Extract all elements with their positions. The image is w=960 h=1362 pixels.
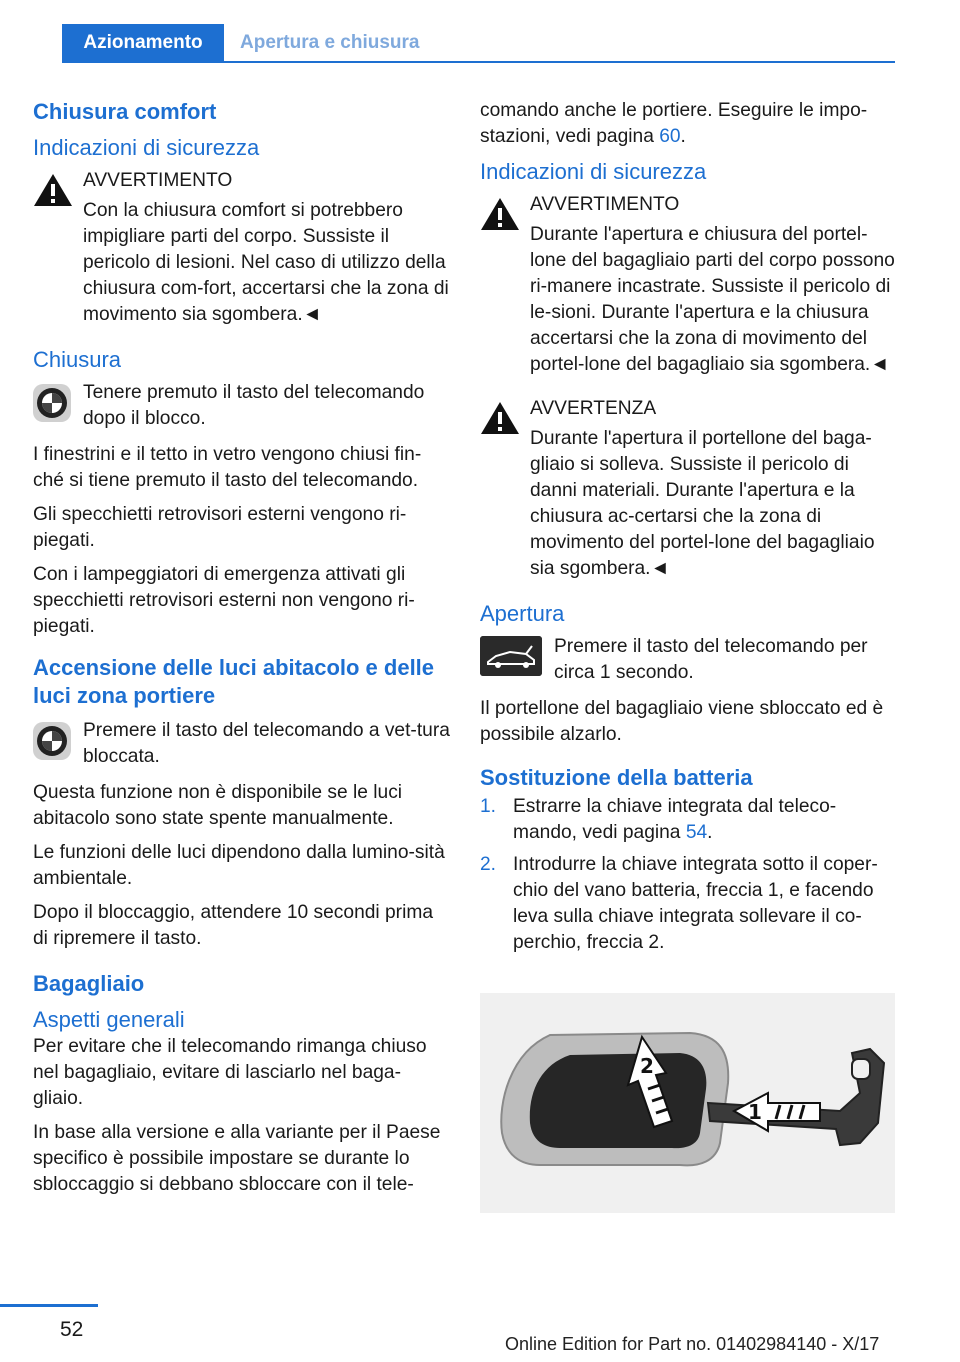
left-column xyxy=(33,98,451,1206)
steps-list xyxy=(480,794,900,956)
list-item xyxy=(480,852,900,956)
step-number: 1. xyxy=(480,796,497,817)
paragraph: In base alla versione e alla variante per il Paese specifico è possibile impostare se durante lo sbloccaggio si debbano sbloccare con il tele- xyxy=(33,1122,441,1195)
key-instruction xyxy=(33,718,451,770)
paragraph-text: . xyxy=(680,126,686,147)
notice-title: AVVERTENZA xyxy=(530,398,657,419)
warning-triangle-icon xyxy=(480,400,520,436)
warning-triangle-icon xyxy=(480,196,520,232)
section-title: Bagagliaio xyxy=(33,971,145,996)
paragraph: Per evitare che il telecomando rimanga chiuso nel bagagliaio, evitare di lasciarlo nel baga-gliaio. xyxy=(33,1036,427,1109)
step-text: Estrarre la chiave integrata dal teleco-mando, vedi pagina xyxy=(513,796,837,843)
subsection-title: Indicazioni di sicurezza xyxy=(480,159,707,184)
bmw-logo-button-icon xyxy=(33,722,71,760)
subsection-title: Indicazioni di sicurezza xyxy=(33,135,260,160)
key-fob-illustration xyxy=(480,993,895,1213)
page-number: 52 xyxy=(60,1318,84,1341)
paragraph: Con i lampeggiatori di emergenza attivati gli specchietti retrovisori esterni non vengono ri-piegati. xyxy=(33,564,415,637)
trunk-instruction xyxy=(480,634,900,686)
arrow-label-2: 2 xyxy=(640,1054,654,1078)
key-fob-drawing xyxy=(480,993,895,1213)
list-item xyxy=(480,794,900,846)
trunk-instruction-text: Premere il tasto del telecomando per circa 1 secondo. xyxy=(554,636,868,683)
step-text: . xyxy=(707,822,713,843)
subsection-title: Apertura xyxy=(480,601,565,626)
paragraph: Questa funzione non è disponibile se le luci abitacolo sono state spente manualmente. xyxy=(33,782,403,829)
warning-block xyxy=(33,168,451,328)
page-header xyxy=(0,0,960,62)
edition-footer: Online Edition for Part no. 01402984140 - X/17 xyxy=(505,1334,880,1354)
warning-triangle-icon xyxy=(33,172,73,208)
bmw-logo-button-icon xyxy=(33,384,71,422)
paragraph: Le funzioni delle luci dipendono dalla lumino-sità ambientale. xyxy=(33,842,445,889)
step-text: Introdurre la chiave integrata sotto il coper-chio del vano batteria, freccia 1, e facendo leva sulla chiave integrata sollevare il co-perchio, freccia 2. xyxy=(513,854,878,953)
notice-body: Durante l'apertura il portellone del baga-gliaio si solleva. Sussiste il pericolo di danni materiali. Durante l'apertura e la chiusura ac-certarsi che la zona di movimento del portel-lone del bagagliaio sia sgombera.◄ xyxy=(530,428,875,579)
warning-body: Con la chiusura comfort si potrebbero impigliare parti del corpo. Sussiste il pericolo di lesioni. Nel caso di utilizzo della chiusura com-fort, accertarsi che la zona di movimento sia sgombera.◄ xyxy=(83,200,449,325)
warning-body: Durante l'apertura e chiusura del portel-lone del bagagliaio parti del corpo possono ri-manere incastrate. Sussiste il pericolo di le-sioni. Durante l'apertura e la chiusura accertarsi che la zona di movimento del portel-lone del bagagliaio sia sgombera.◄ xyxy=(530,224,895,375)
right-column xyxy=(480,98,900,962)
footer-rule xyxy=(0,1304,98,1307)
section-title: Accensione delle luci abitacolo e delle luci zona portiere xyxy=(33,655,435,708)
warning-title: AVVERTIMENTO xyxy=(530,194,680,215)
paragraph: I finestrini e il tetto in vetro vengono chiusi fin-ché si tiene premuto il tasto del telecomando. xyxy=(33,444,422,491)
arrow-label-1: 1 xyxy=(748,1100,762,1124)
page-link[interactable]: 54 xyxy=(685,822,708,843)
paragraph-text: comando anche le portiere. Eseguire le impo-stazioni, vedi pagina xyxy=(480,100,868,147)
paragraph xyxy=(480,98,900,150)
section-title: Chiusura comfort xyxy=(33,99,217,124)
trunk-button-icon xyxy=(480,636,542,676)
section-tab[interactable]: Apertura e chiusura xyxy=(240,32,420,53)
key-instruction-text: Tenere premuto il tasto del telecomando dopo il blocco. xyxy=(83,382,425,429)
warning-block xyxy=(480,192,900,378)
paragraph: Dopo il bloccaggio, attendere 10 secondi prima di ripremere il tasto. xyxy=(33,902,433,949)
warning-title: AVVERTIMENTO xyxy=(83,170,233,191)
paragraph: Gli specchietti retrovisori esterni vengono ri-piegati. xyxy=(33,504,407,551)
warning-text xyxy=(83,198,451,328)
page-link[interactable]: 60 xyxy=(659,126,681,147)
subsection-title: Aspetti generali xyxy=(33,1007,185,1032)
key-instruction-text: Premere il tasto del telecomando a vet-tura bloccata. xyxy=(83,720,450,767)
paragraph: Il portellone del bagagliaio viene sbloccato ed è possibile alzarlo. xyxy=(480,698,884,745)
step-number: 2. xyxy=(480,854,497,875)
subsection-title: Chiusura xyxy=(33,347,122,372)
header-rule xyxy=(62,61,895,63)
key-instruction xyxy=(33,380,451,432)
chapter-tab[interactable]: Azionamento xyxy=(62,24,224,62)
section-title: Sostituzione della batteria xyxy=(480,765,753,790)
notice-block xyxy=(480,396,900,582)
